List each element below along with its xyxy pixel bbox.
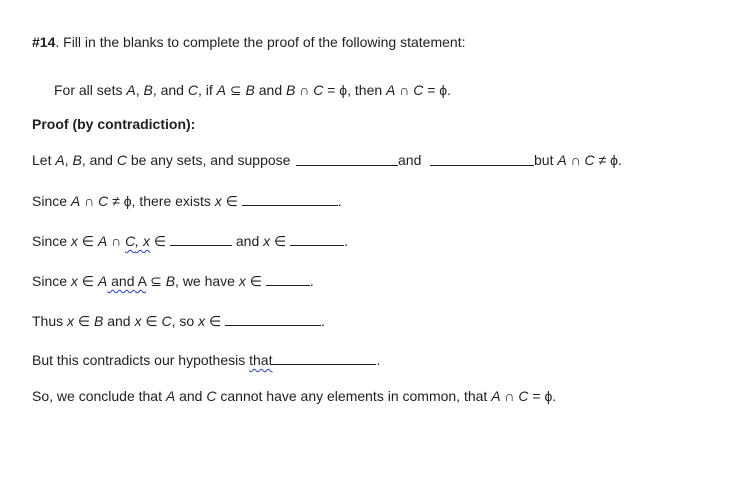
problem-number: #14 — [32, 34, 56, 50]
proof-line-1-tail: but A ∩ C ≠ ϕ. — [534, 152, 622, 168]
theorem-statement: For all sets A, B, and C, if A ⊆ B and B ∩ C = ϕ, then A ∩ C = ϕ. — [54, 82, 452, 98]
blank-1-assumption-1[interactable] — [296, 151, 398, 166]
proof-line-6: But this contradicts our hypothesis that . — [32, 352, 381, 368]
proof-line-1: Let A, B, and C be any sets, and suppose — [32, 152, 291, 168]
proof-line-5: Thus x ∈ B and x ∈ C, so x ∈ . — [32, 313, 325, 329]
blank-1-assumption-2[interactable] — [430, 151, 534, 166]
proof-line-2: Since A ∩ C ≠ ϕ, there exists x ∈ . — [32, 193, 342, 209]
proof-line-3: Since x ∈ A ∩ C, x ∈ and x ∈ . — [32, 233, 348, 249]
blank-6-hypothesis[interactable] — [272, 350, 376, 365]
blank-2-element[interactable] — [242, 191, 338, 206]
blank-3-set-2[interactable] — [290, 231, 344, 246]
proof-conclusion: So, we conclude that A and C cannot have any elements in common, that A ∩ C = ϕ. — [32, 388, 557, 404]
problem-title — [32, 33, 465, 51]
blank-5-set[interactable] — [225, 311, 321, 326]
proof-heading: Proof (by contradiction): — [32, 116, 196, 132]
blank-3-set-1[interactable] — [170, 231, 232, 246]
blank-4-set[interactable] — [266, 271, 310, 286]
proof-line-4: Since x ∈ A and A ⊆ B, we have x ∈ . — [32, 273, 314, 289]
proof-line-1-and: and — [398, 152, 422, 168]
problem-instruction: . Fill in the blanks to complete the proof of the following statement: — [55, 34, 466, 50]
